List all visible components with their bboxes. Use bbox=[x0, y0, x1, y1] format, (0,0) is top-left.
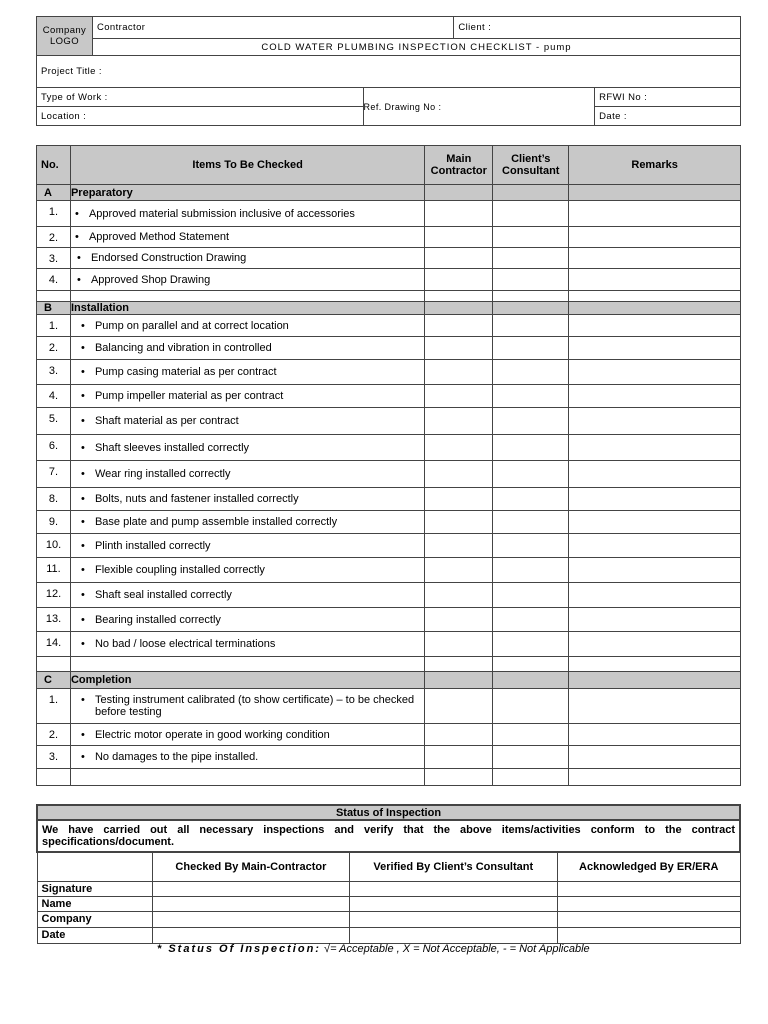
item-text-cell bbox=[70, 201, 424, 227]
blank-cell bbox=[493, 657, 569, 672]
remarks-cell[interactable] bbox=[569, 534, 741, 558]
legend-prefix: * Status Of Inspection: bbox=[157, 943, 321, 955]
consultant-check-cell[interactable] bbox=[493, 315, 569, 337]
main-contractor-check-cell[interactable] bbox=[425, 269, 493, 291]
checklist-row bbox=[37, 689, 741, 724]
section-row bbox=[37, 672, 741, 689]
er-era-signoff-cell[interactable] bbox=[557, 881, 740, 896]
signoff-label: Signature bbox=[37, 881, 153, 896]
project-title-field[interactable]: Project Title : bbox=[37, 56, 741, 88]
section-blank-cell bbox=[569, 672, 741, 689]
remarks-cell[interactable] bbox=[569, 315, 741, 337]
blank-cell bbox=[425, 291, 493, 302]
consultant-check-cell[interactable] bbox=[493, 461, 569, 488]
item-number: 6. bbox=[37, 435, 71, 461]
remarks-cell[interactable] bbox=[569, 689, 741, 724]
checklist-row bbox=[37, 724, 741, 746]
item-text-cell bbox=[70, 227, 424, 248]
item-text: Approved Method Statement bbox=[88, 231, 229, 243]
consultant-check-cell[interactable] bbox=[493, 534, 569, 558]
section-letter: C bbox=[37, 672, 71, 689]
er-era-signoff-cell[interactable] bbox=[557, 911, 740, 927]
section-blank-cell bbox=[493, 672, 569, 689]
item-text-cell bbox=[70, 408, 424, 435]
section-blank-cell bbox=[425, 302, 493, 315]
col-header-consultant: Client’s Consultant bbox=[493, 146, 569, 185]
remarks-cell[interactable] bbox=[569, 385, 741, 408]
item-number: 1. bbox=[37, 201, 71, 227]
section-name: Preparatory bbox=[70, 185, 424, 201]
signoff-row bbox=[37, 927, 740, 943]
consultant-signoff-cell[interactable] bbox=[349, 911, 557, 927]
item-text: Endorsed Construction Drawing bbox=[90, 252, 247, 264]
section-name: Installation bbox=[70, 302, 424, 315]
location-field[interactable]: Location : bbox=[37, 107, 364, 126]
item-text-cell bbox=[70, 724, 424, 746]
consultant-check-cell[interactable] bbox=[493, 337, 569, 360]
blank-cell bbox=[70, 291, 424, 302]
col-header-no: No. bbox=[37, 146, 71, 185]
checklist-table bbox=[36, 145, 741, 786]
signoff-row bbox=[37, 881, 740, 896]
contractor-field[interactable]: Contractor bbox=[92, 17, 453, 39]
consultant-check-cell[interactable] bbox=[493, 632, 569, 657]
main-contractor-check-cell[interactable] bbox=[425, 534, 493, 558]
item-text-cell bbox=[70, 435, 424, 461]
main-contractor-check-cell[interactable] bbox=[425, 315, 493, 337]
checklist-row bbox=[37, 435, 741, 461]
bullet-icon: • bbox=[80, 516, 85, 528]
checklist-row bbox=[37, 534, 741, 558]
bullet-icon: • bbox=[80, 493, 85, 505]
blank-row bbox=[37, 657, 741, 672]
item-text-cell bbox=[70, 511, 424, 534]
section-blank-cell bbox=[569, 185, 741, 201]
consultant-check-cell[interactable] bbox=[493, 558, 569, 583]
item-text-cell bbox=[70, 269, 424, 291]
item-text-cell bbox=[70, 461, 424, 488]
date-field[interactable]: Date : bbox=[595, 107, 741, 126]
status-statement: We have carried out all necessary inspections and verify that the above items/activities conform to the contract specifications/document. bbox=[37, 820, 740, 852]
item-text: Pump on parallel and at correct location bbox=[94, 319, 289, 332]
blank-cell bbox=[70, 657, 424, 672]
item-number: 4. bbox=[37, 385, 71, 408]
consultant-check-cell[interactable] bbox=[493, 360, 569, 385]
checklist-row bbox=[37, 360, 741, 385]
item-text-cell bbox=[70, 488, 424, 511]
item-text: Pump casing material as per contract bbox=[94, 366, 277, 378]
remarks-cell[interactable] bbox=[569, 360, 741, 385]
blank-cell bbox=[569, 769, 741, 786]
main-contractor-signoff-cell[interactable] bbox=[153, 927, 349, 943]
consultant-check-cell[interactable] bbox=[493, 248, 569, 269]
main-contractor-check-cell[interactable] bbox=[425, 360, 493, 385]
blank-cell bbox=[569, 657, 741, 672]
item-text-cell bbox=[70, 558, 424, 583]
bullet-icon: • bbox=[80, 342, 85, 354]
checklist-row bbox=[37, 269, 741, 291]
main-contractor-check-cell[interactable] bbox=[425, 385, 493, 408]
section-row bbox=[37, 185, 741, 201]
item-number: 5. bbox=[37, 408, 71, 435]
main-contractor-check-cell[interactable] bbox=[425, 746, 493, 769]
main-contractor-check-cell[interactable] bbox=[425, 583, 493, 608]
status-table bbox=[36, 804, 741, 944]
item-text-cell bbox=[70, 360, 424, 385]
item-text-cell bbox=[70, 608, 424, 632]
bullet-icon: • bbox=[80, 539, 85, 552]
main-contractor-signoff-cell[interactable] bbox=[153, 881, 349, 896]
item-number: 1. bbox=[37, 315, 71, 337]
consultant-check-cell[interactable] bbox=[493, 583, 569, 608]
remarks-cell[interactable] bbox=[569, 488, 741, 511]
remarks-cell[interactable] bbox=[569, 408, 741, 435]
checklist-row bbox=[37, 227, 741, 248]
col-header-main-contractor: Main Contractor bbox=[425, 146, 493, 185]
checklist-row bbox=[37, 315, 741, 337]
checklist-row bbox=[37, 558, 741, 583]
consultant-check-cell[interactable] bbox=[493, 385, 569, 408]
blank-cell bbox=[425, 769, 493, 786]
checklist-row bbox=[37, 201, 741, 227]
remarks-cell[interactable] bbox=[569, 269, 741, 291]
consultant-check-cell[interactable] bbox=[493, 608, 569, 632]
blank-cell bbox=[493, 291, 569, 302]
col-header-remarks: Remarks bbox=[569, 146, 741, 185]
form-title: COLD WATER PLUMBING INSPECTION CHECKLIST - pump bbox=[92, 39, 740, 56]
item-number: 1. bbox=[37, 689, 71, 724]
item-number: 7. bbox=[37, 461, 71, 488]
consultant-check-cell[interactable] bbox=[493, 435, 569, 461]
checklist-row bbox=[37, 632, 741, 657]
item-text-cell bbox=[70, 632, 424, 657]
remarks-cell[interactable] bbox=[569, 558, 741, 583]
item-number: 3. bbox=[37, 360, 71, 385]
remarks-cell[interactable] bbox=[569, 632, 741, 657]
item-text: Pump impeller material as per contract bbox=[94, 390, 284, 402]
remarks-cell[interactable] bbox=[569, 746, 741, 769]
section-blank-cell bbox=[425, 672, 493, 689]
remarks-cell[interactable] bbox=[569, 248, 741, 269]
section-letter: A bbox=[37, 185, 71, 201]
bullet-icon: • bbox=[80, 415, 85, 427]
item-number: 10. bbox=[37, 534, 71, 558]
item-number: 2. bbox=[37, 724, 71, 746]
item-text-cell bbox=[70, 534, 424, 558]
consultant-check-cell[interactable] bbox=[493, 511, 569, 534]
item-number: 3. bbox=[37, 746, 71, 769]
main-contractor-check-cell[interactable] bbox=[425, 511, 493, 534]
blank-cell bbox=[37, 657, 71, 672]
blank-cell bbox=[37, 769, 71, 786]
checklist-row bbox=[37, 511, 741, 534]
checked-by-header: Checked By Main-Contractor bbox=[153, 852, 349, 881]
signoff-label: Company bbox=[37, 911, 153, 927]
company-logo: Company LOGO bbox=[37, 17, 93, 56]
item-text: Approved material submission inclusive of accessories bbox=[88, 207, 355, 220]
bullet-icon: • bbox=[80, 728, 85, 741]
section-blank-cell bbox=[493, 302, 569, 315]
blank-cell bbox=[425, 657, 493, 672]
item-text: Testing instrument calibrated (to show certificate) – to be checked before testing bbox=[94, 694, 415, 718]
remarks-cell[interactable] bbox=[569, 435, 741, 461]
main-contractor-check-cell[interactable] bbox=[425, 558, 493, 583]
item-text: Base plate and pump assemble installed correctly bbox=[94, 516, 338, 528]
bullet-icon: • bbox=[80, 613, 85, 626]
remarks-cell[interactable] bbox=[569, 511, 741, 534]
item-text: Wear ring installed correctly bbox=[94, 468, 231, 480]
main-contractor-check-cell[interactable] bbox=[425, 608, 493, 632]
verified-by-header: Verified By Client’s Consultant bbox=[349, 852, 557, 881]
section-blank-cell bbox=[493, 185, 569, 201]
bullet-icon: • bbox=[80, 694, 85, 706]
col-header-items: Items To Be Checked bbox=[70, 146, 424, 185]
item-number: 8. bbox=[37, 488, 71, 511]
item-text-cell bbox=[70, 248, 424, 269]
item-text: Plinth installed correctly bbox=[94, 539, 211, 552]
item-number: 9. bbox=[37, 511, 71, 534]
bullet-icon: • bbox=[80, 564, 85, 576]
blank-row bbox=[37, 769, 741, 786]
main-contractor-check-cell[interactable] bbox=[425, 724, 493, 746]
item-text-cell bbox=[70, 746, 424, 769]
section-blank-cell bbox=[569, 302, 741, 315]
section-row bbox=[37, 302, 741, 315]
rfwi-field[interactable]: RFWI No : bbox=[595, 88, 741, 107]
section-blank-cell bbox=[425, 185, 493, 201]
consultant-check-cell[interactable] bbox=[493, 269, 569, 291]
main-contractor-check-cell[interactable] bbox=[425, 201, 493, 227]
consultant-signoff-cell[interactable] bbox=[349, 881, 557, 896]
item-number: 3. bbox=[37, 248, 71, 269]
ref-drawing-field[interactable]: Ref. Drawing No : bbox=[363, 88, 595, 126]
consultant-check-cell[interactable] bbox=[493, 488, 569, 511]
main-contractor-check-cell[interactable] bbox=[425, 408, 493, 435]
checklist-row bbox=[37, 248, 741, 269]
item-text-cell bbox=[70, 689, 424, 724]
checklist-row bbox=[37, 408, 741, 435]
checklist-row bbox=[37, 488, 741, 511]
header-table bbox=[36, 16, 741, 126]
checklist-row bbox=[37, 461, 741, 488]
section-letter: B bbox=[37, 302, 71, 315]
bullet-icon: • bbox=[80, 468, 85, 480]
status-legend bbox=[157, 943, 590, 955]
item-number: 13. bbox=[37, 608, 71, 632]
item-text-cell bbox=[70, 337, 424, 360]
bullet-icon: • bbox=[80, 751, 85, 763]
remarks-cell[interactable] bbox=[569, 227, 741, 248]
consultant-check-cell[interactable] bbox=[493, 201, 569, 227]
checklist-row bbox=[37, 337, 741, 360]
signoff-row bbox=[37, 896, 740, 911]
bullet-icon: • bbox=[74, 207, 79, 220]
item-number: 2. bbox=[37, 337, 71, 360]
item-text-cell bbox=[70, 385, 424, 408]
remarks-cell[interactable] bbox=[569, 337, 741, 360]
item-text: Shaft sleeves installed correctly bbox=[94, 441, 250, 454]
remarks-cell[interactable] bbox=[569, 583, 741, 608]
checklist-row bbox=[37, 746, 741, 769]
item-text: Electric motor operate in good working condition bbox=[94, 728, 330, 741]
remarks-cell[interactable] bbox=[569, 608, 741, 632]
signoff-row bbox=[37, 911, 740, 927]
remarks-cell[interactable] bbox=[569, 461, 741, 488]
main-contractor-check-cell[interactable] bbox=[425, 488, 493, 511]
blank-cell bbox=[493, 769, 569, 786]
main-contractor-check-cell[interactable] bbox=[425, 461, 493, 488]
item-text: Shaft material as per contract bbox=[94, 415, 239, 427]
bullet-icon: • bbox=[74, 231, 79, 243]
blank-cell bbox=[569, 291, 741, 302]
item-text: Shaft seal installed correctly bbox=[94, 589, 232, 601]
client-field[interactable]: Client : bbox=[454, 17, 741, 39]
item-text: Bolts, nuts and fastener installed correctly bbox=[94, 493, 299, 505]
consultant-check-cell[interactable] bbox=[493, 408, 569, 435]
main-contractor-signoff-cell[interactable] bbox=[153, 896, 349, 911]
bullet-icon: • bbox=[80, 390, 85, 402]
blank-cell bbox=[37, 291, 71, 302]
blank-row bbox=[37, 291, 741, 302]
item-number: 4. bbox=[37, 269, 71, 291]
bullet-icon: • bbox=[80, 319, 85, 332]
item-text: Balancing and vibration in controlled bbox=[94, 342, 272, 354]
section-name: Completion bbox=[70, 672, 424, 689]
main-contractor-check-cell[interactable] bbox=[425, 435, 493, 461]
main-contractor-check-cell[interactable] bbox=[425, 227, 493, 248]
main-contractor-check-cell[interactable] bbox=[425, 689, 493, 724]
main-contractor-check-cell[interactable] bbox=[425, 337, 493, 360]
remarks-cell[interactable] bbox=[569, 724, 741, 746]
item-text: No bad / loose electrical terminations bbox=[94, 638, 276, 650]
remarks-cell[interactable] bbox=[569, 201, 741, 227]
acknowledged-by-header: Acknowledged By ER/ERA bbox=[557, 852, 740, 881]
bullet-icon: • bbox=[80, 441, 85, 454]
bullet-icon: • bbox=[80, 366, 85, 378]
item-text: Approved Shop Drawing bbox=[90, 273, 211, 286]
consultant-check-cell[interactable] bbox=[493, 689, 569, 724]
bullet-icon: • bbox=[80, 589, 85, 601]
type-of-work-field[interactable]: Type of Work : bbox=[37, 88, 364, 107]
item-text-cell bbox=[70, 583, 424, 608]
consultant-check-cell[interactable] bbox=[493, 724, 569, 746]
main-contractor-check-cell[interactable] bbox=[425, 632, 493, 657]
status-heading: Status of Inspection bbox=[37, 805, 740, 820]
consultant-check-cell[interactable] bbox=[493, 746, 569, 769]
signoff-label: Name bbox=[37, 896, 153, 911]
consultant-signoff-cell[interactable] bbox=[349, 896, 557, 911]
item-number: 2. bbox=[37, 227, 71, 248]
status-blank-header bbox=[37, 852, 153, 881]
item-text: No damages to the pipe installed. bbox=[94, 751, 259, 763]
main-contractor-signoff-cell[interactable] bbox=[153, 911, 349, 927]
blank-cell bbox=[70, 769, 424, 786]
bullet-icon: • bbox=[76, 252, 81, 264]
item-number: 12. bbox=[37, 583, 71, 608]
checklist-row bbox=[37, 608, 741, 632]
main-contractor-check-cell[interactable] bbox=[425, 248, 493, 269]
checklist-row bbox=[37, 583, 741, 608]
er-era-signoff-cell[interactable] bbox=[557, 927, 740, 943]
item-text: Bearing installed correctly bbox=[94, 613, 221, 626]
bullet-icon: • bbox=[76, 273, 81, 286]
item-number: 14. bbox=[37, 632, 71, 657]
er-era-signoff-cell[interactable] bbox=[557, 896, 740, 911]
item-text-cell bbox=[70, 315, 424, 337]
consultant-signoff-cell[interactable] bbox=[349, 927, 557, 943]
checklist-row bbox=[37, 385, 741, 408]
legend-text: √= Acceptable , X = Not Acceptable, - = Not Applicable bbox=[324, 943, 590, 955]
item-number: 11. bbox=[37, 558, 71, 583]
item-text: Flexible coupling installed correctly bbox=[94, 564, 265, 576]
signoff-label: Date bbox=[37, 927, 153, 943]
consultant-check-cell[interactable] bbox=[493, 227, 569, 248]
bullet-icon: • bbox=[80, 638, 85, 650]
